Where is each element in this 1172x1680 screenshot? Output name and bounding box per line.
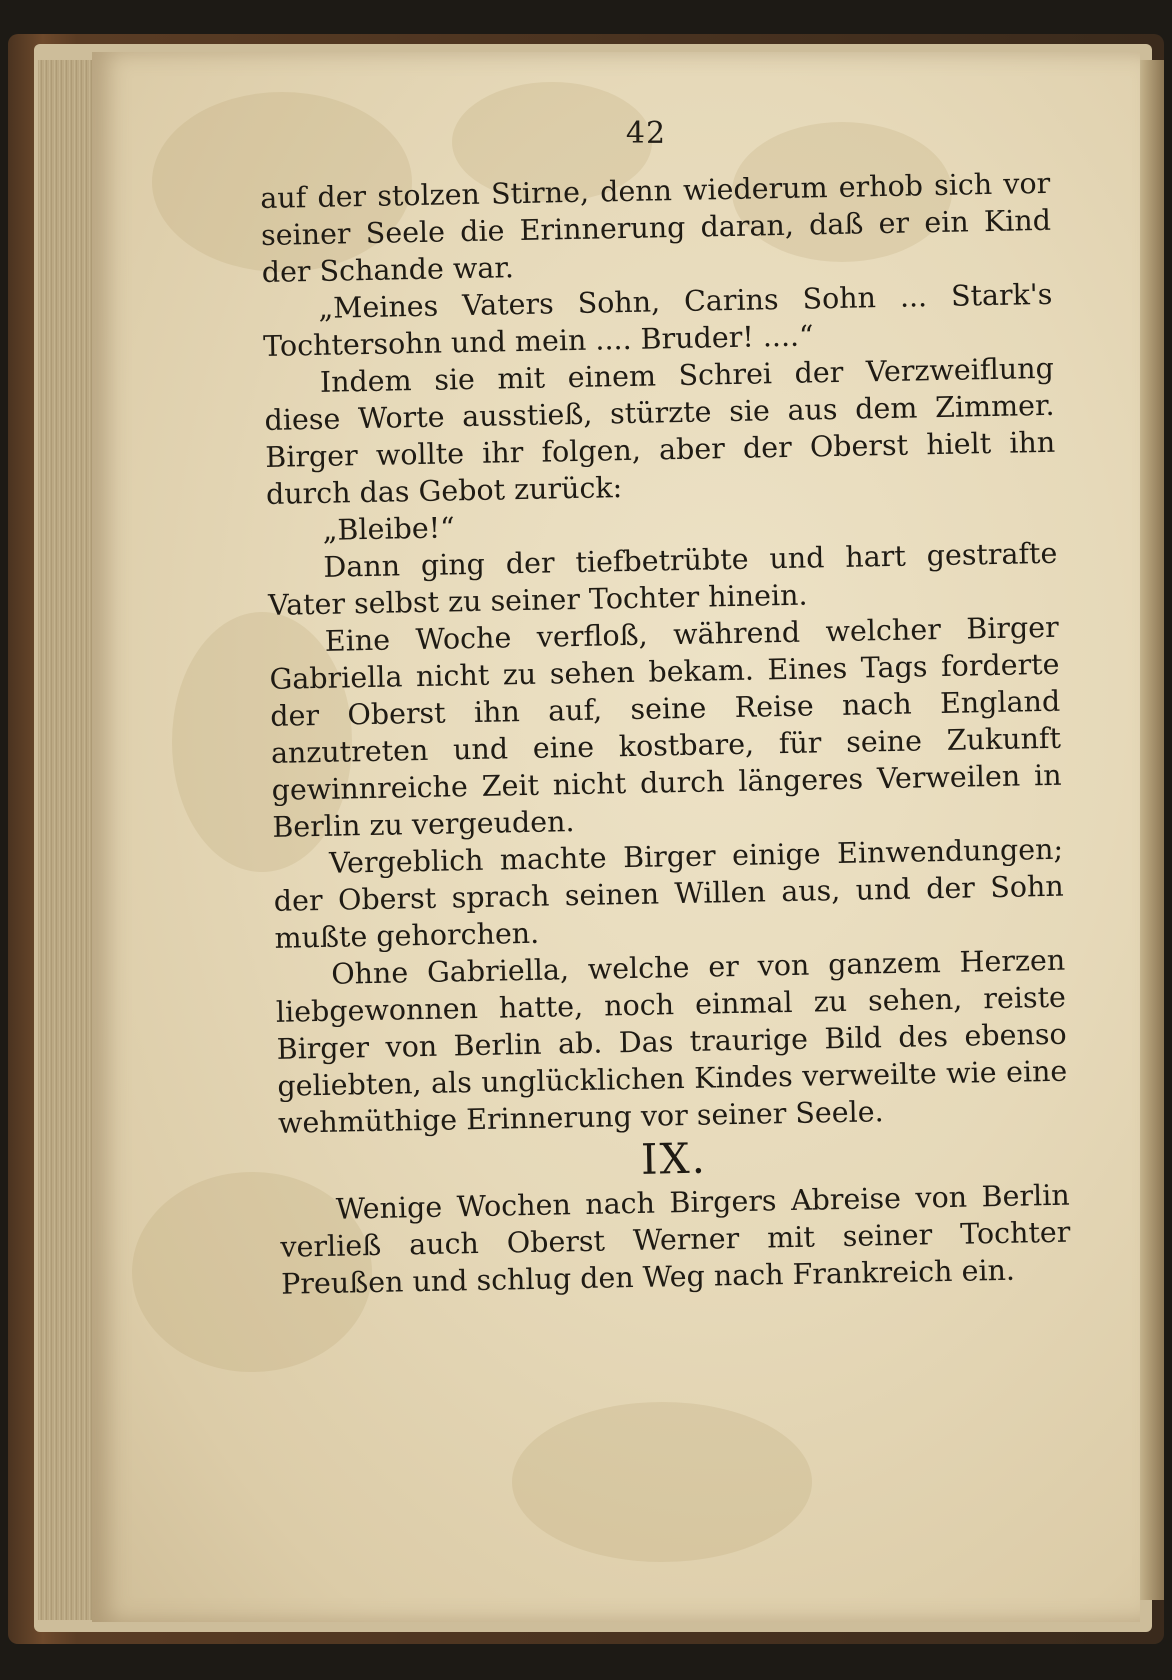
chapter-paragraph: Wenige Wochen nach Birgers Abreise von Berlin verließ auch Oberst Werner mit seiner Tochter Preußen und schlug den Weg nach Frankreich ein. (280, 1178, 1071, 1301)
paragraph: Vergeblich machte Birger einige Einwendungen; der Oberst sprach seinen Willen aus, und der Sohn mußte gehorchen. (273, 832, 1065, 955)
paragraph: auf der stolzen Stirne, denn wiederum erhob sich vor seiner Seele die Erinnerung daran, daß er ein Kind der Schande war. (260, 166, 1052, 289)
book-page (92, 52, 1140, 1622)
paragraph: „Meines Vaters Sohn, Carins Sohn ... Stark's Tochtersohn und mein .... Bruder! ....“ (262, 277, 1053, 363)
body-text (260, 165, 1071, 1303)
page-edge-stack (38, 60, 94, 1620)
paragraph: Ohne Gabriella, welche er von ganzem Herzen liebgewonnen hatte, noch einmal zu sehen, reiste Birger von Berlin ab. Das traurige Bild des ebenso geliebten, als unglücklichen Kindes verweilte wie eine wehmüthige Erinnerung vor seiner Seele. (275, 943, 1068, 1140)
paragraph: Indem sie mit einem Schrei der Verzweiflung diese Worte ausstieß, stürzte sie aus dem Zimmer. Birger wollte ihr folgen, aber der Oberst hielt ihn durch das Gebot zurück: (264, 351, 1056, 511)
page-number: 42 (625, 116, 667, 151)
chapter-heading: IX. (640, 1133, 708, 1184)
paragraph: Eine Woche verfloß, während welcher Birger Gabriella nicht zu sehen bekam. Eines Tags forderte der Oberst ihn auf, seine Reise nach England anzutreten und eine kostbare, für seine Zukunft gewinnreiche Zeit nicht durch längeres Verweilen in Berlin zu vergeuden. (269, 610, 1062, 844)
paper-stain (512, 1402, 812, 1562)
paragraph: Dann ging der tiefbetrübte und hart gestrafte Vater selbst zu seiner Tochter hinein. (267, 536, 1058, 622)
paragraph: „Bleibe!“ (322, 511, 455, 547)
